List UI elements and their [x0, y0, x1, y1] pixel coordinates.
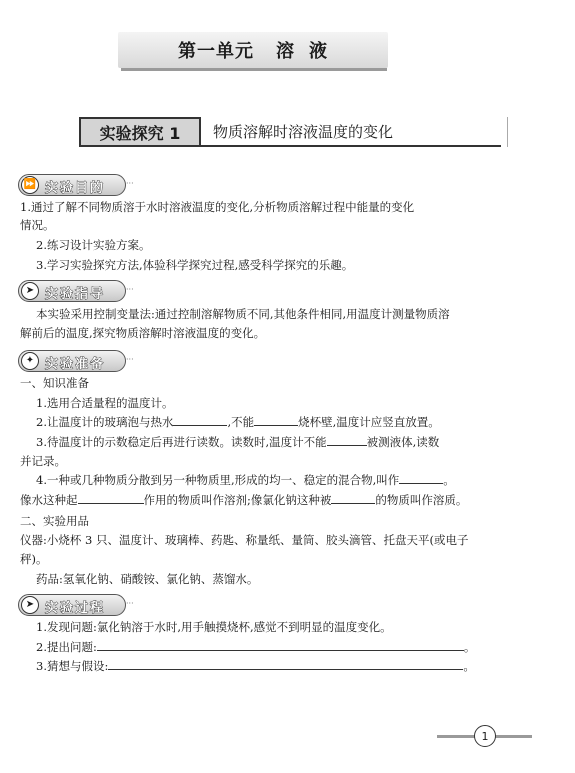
- knowledge-heading: 一、知识准备: [20, 376, 89, 390]
- process-line-1: 1.发现问题:氯化钠溶于水时,用手触摸烧杯,感觉不到明显的温度变化。: [36, 620, 392, 634]
- prep-item-3-cont: 并记录。: [20, 454, 66, 468]
- unit-word2: 液: [309, 41, 328, 62]
- purpose-line-3: 2.练习设计实验方案。: [36, 238, 151, 252]
- experiment-header: [79, 117, 439, 147]
- fill-blank[interactable]: [327, 433, 367, 446]
- fill-blank[interactable]: [173, 413, 227, 426]
- purpose-line-4: 3.学习实验探究方法,体验科学探究过程,感受科学探究的乐趣。: [36, 258, 354, 272]
- section-guidance-label: 实验指导: [45, 287, 106, 302]
- prep-item-4: 4.一种或几种物质分散到另一种物质里,形成的均一、稳定的混合物,叫作 。: [36, 473, 455, 487]
- section-preparation: [18, 350, 126, 372]
- fill-blank[interactable]: [399, 471, 443, 484]
- unit-banner: [118, 32, 388, 68]
- prep-item-3: 3.待温度计的示数稳定后再进行读数。读数时,温度计不能 被测液体,读数: [36, 435, 440, 449]
- unit-prefix: 第一单元: [178, 41, 254, 62]
- process-line-3: 3.猜想与假设: 。: [36, 659, 475, 673]
- instruments-line-cont: 秤)。: [20, 552, 48, 566]
- section-preparation-label: 实验准备: [45, 357, 106, 372]
- section-process-label: 实验过程: [45, 601, 106, 616]
- unit-word1: 溶: [276, 41, 295, 62]
- experiment-divider: [507, 117, 508, 147]
- answer-line[interactable]: [108, 657, 463, 670]
- process-line-2: 2.提出问题: 。: [36, 640, 476, 654]
- section-dots: ···: [126, 179, 134, 188]
- unit-title: [118, 32, 388, 68]
- section-dots: ···: [126, 285, 134, 294]
- reagents-line: 药品:氢氧化钠、硝酸铵、氯化钠、蒸馏水。: [36, 572, 259, 586]
- instruments-line: 仪器:小烧杯 3 只、温度计、玻璃棒、药匙、称量纸、量筒、胶头滴管、托盘天平(或电子: [20, 533, 469, 547]
- page-number: 1: [474, 725, 496, 747]
- star-icon: ✦: [21, 352, 39, 370]
- prep-item-2: 2.让温度计的玻璃泡与热水 ,不能 烧杯壁,温度计应竖直放置。: [36, 415, 440, 429]
- purpose-line-2: 情况。: [20, 218, 55, 232]
- prep-item-1: 1.选用合适量程的温度计。: [36, 396, 174, 410]
- arrow-right-icon: ➤: [21, 282, 39, 300]
- guidance-line-2: 解前后的温度,探究物质溶解时溶液温度的变化。: [20, 326, 266, 340]
- answer-line[interactable]: [97, 638, 464, 651]
- experiment-label: 实验探究 1: [79, 117, 201, 147]
- materials-heading: 二、实验用品: [20, 514, 89, 528]
- fill-blank[interactable]: [78, 491, 144, 504]
- section-purpose: [18, 174, 126, 196]
- section-dots: ···: [126, 599, 134, 608]
- section-guidance: [18, 280, 126, 302]
- experiment-title: 物质溶解时溶液温度的变化: [213, 123, 394, 141]
- prep-item-4-cont: 像水这种起 作用的物质叫作溶剂;像氯化钠这种被 的物质叫作溶质。: [20, 493, 468, 507]
- fill-blank[interactable]: [254, 413, 298, 426]
- fast-forward-icon: ⏩: [21, 176, 39, 194]
- section-dots: ···: [126, 355, 134, 364]
- experiment-underline: [201, 145, 501, 147]
- banner-shadow: [121, 68, 387, 71]
- purpose-line-1: 1.通过了解不同物质溶于水时溶液温度的变化,分析物质溶解过程中能量的变化: [20, 200, 415, 214]
- fill-blank[interactable]: [331, 491, 375, 504]
- arrow-right-icon: ➤: [21, 596, 39, 614]
- guidance-line-1: 本实验采用控制变量法:通过控制溶解物质不同,其他条件相同,用温度计测量物质溶: [36, 307, 450, 321]
- section-process: [18, 594, 126, 616]
- section-purpose-label: 实验目的: [45, 181, 106, 196]
